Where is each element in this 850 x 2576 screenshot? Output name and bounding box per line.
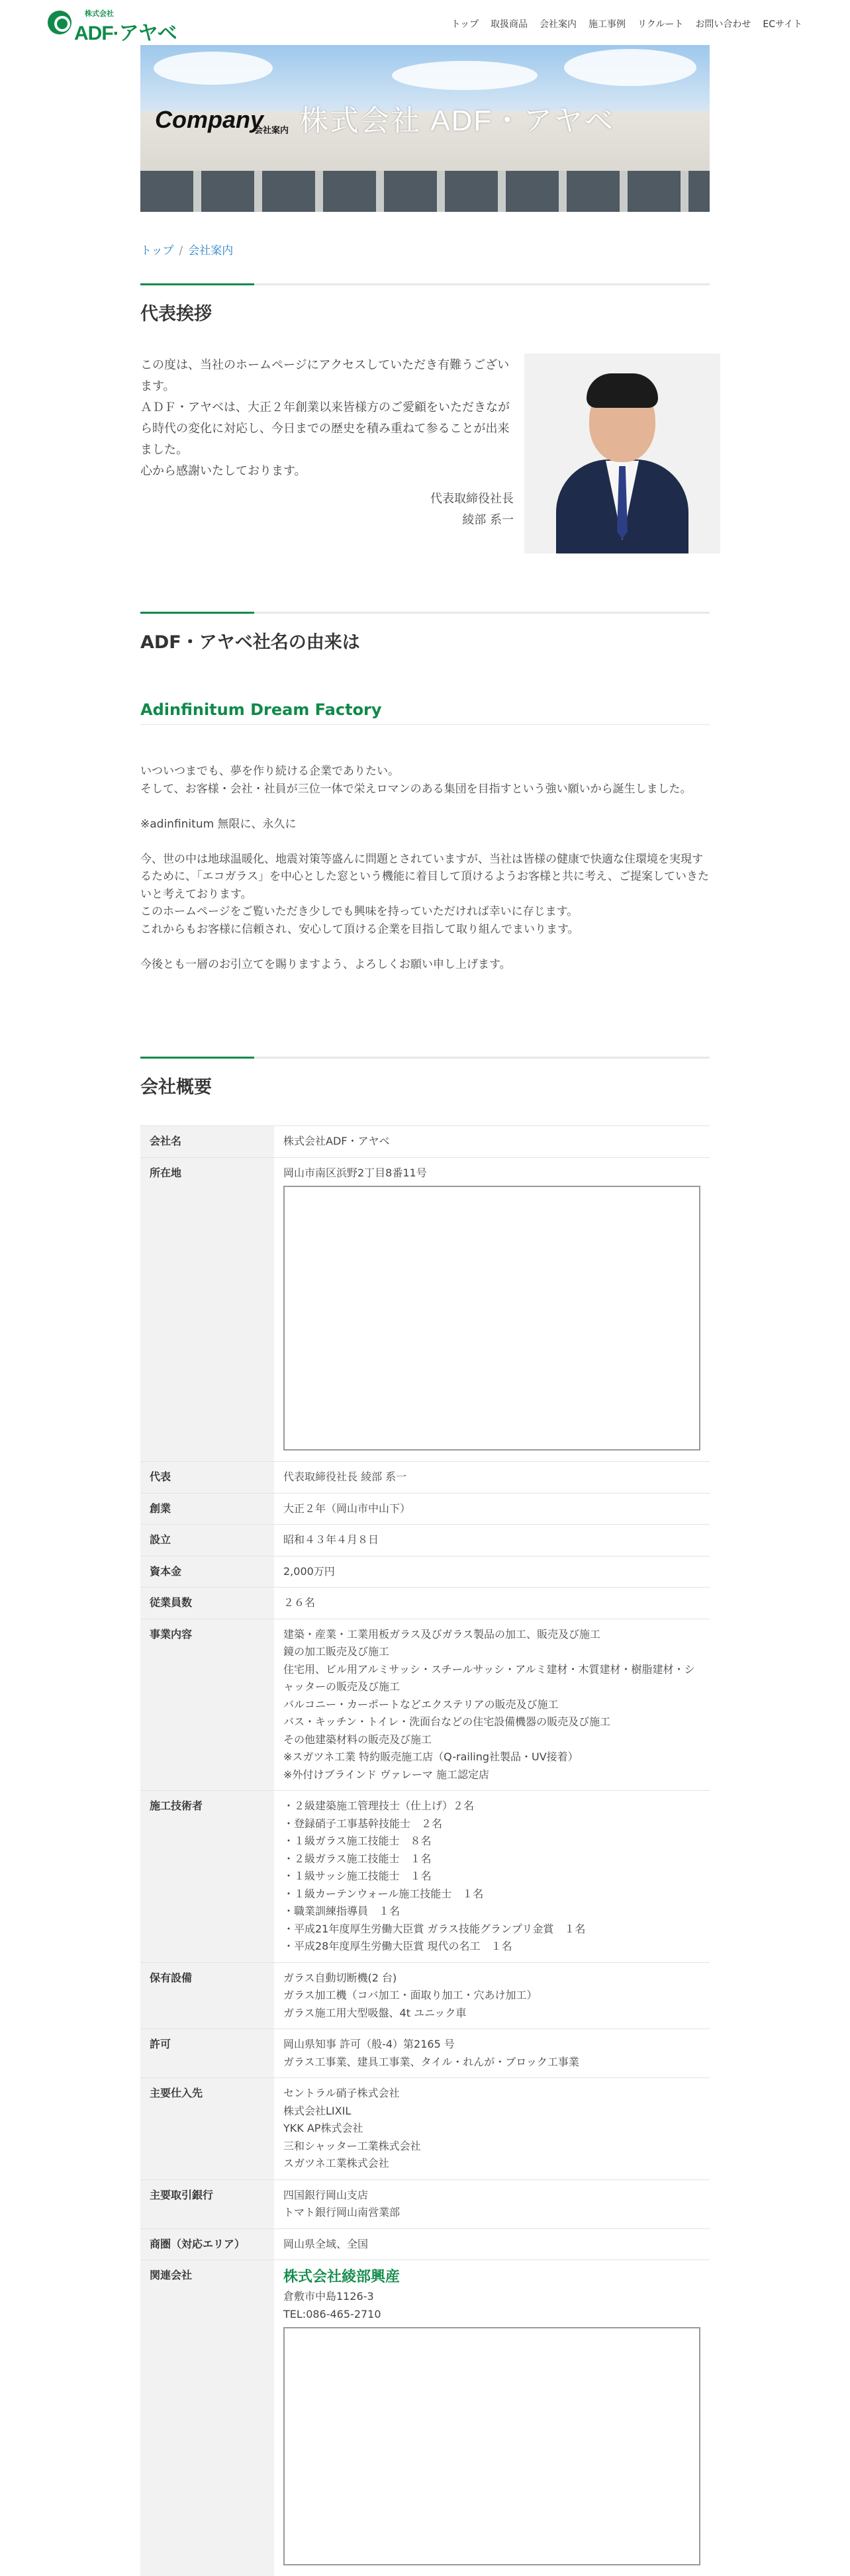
greeting-line: 心から感謝いたしております。 (140, 461, 511, 482)
row-value-line: その他建築材料の販売及び施工 (283, 1731, 700, 1749)
row-value-line: 四国銀行岡山支店 (283, 2187, 700, 2205)
row-value-line: ・２級建築施工管理技士（仕上げ）２名 (283, 1797, 700, 1815)
site-header (0, 0, 850, 45)
breadcrumb-current: 会社案内 (188, 244, 233, 258)
table-row (140, 1493, 710, 1525)
row-label: 創業 (140, 1493, 274, 1525)
nav-works[interactable]: 施工事例 (589, 17, 626, 30)
row-value-line: TEL:086-465-2710 (283, 2306, 700, 2324)
row-value-line: ガラス自動切断機(2 台) (283, 1970, 700, 1987)
row-value-line: 鏡の加工販売及び施工 (283, 1643, 700, 1661)
row-label: 設立 (140, 1525, 274, 1556)
row-label: 施工技術者 (140, 1791, 274, 1963)
row-value-line: トマト銀行岡山南営業部 (283, 2204, 700, 2222)
row-value-line: スガツネ工業株式会社 (283, 2155, 700, 2173)
row-value-line: バス・キッチン・トイレ・洗面台などの住宅設備機器の販売及び施工 (283, 1713, 700, 1731)
row-value-line: 株式会社ADF・アヤベ (283, 1133, 700, 1151)
section-divider (140, 283, 710, 285)
row-value-line: YKK AP株式会社 (283, 2120, 700, 2138)
row-label: 会社名 (140, 1126, 274, 1158)
section-divider (140, 612, 710, 614)
company-profile-table (140, 1125, 710, 2576)
origin-body (140, 763, 710, 973)
row-label: 保有設備 (140, 1962, 274, 2029)
row-value-line: 大正２年（岡山市中山下） (283, 1500, 700, 1518)
table-row (140, 2078, 710, 2180)
row-label: 商圏（対応エリア） (140, 2228, 274, 2260)
table-row (140, 2228, 710, 2260)
hero-title: Company (155, 106, 263, 134)
row-value-line: ※外付けブラインド ヴァレーマ 施工認定店 (283, 1766, 700, 1784)
row-value (274, 1525, 710, 1556)
row-value (274, 2228, 710, 2260)
table-row (140, 1556, 710, 1588)
site-logo[interactable] (48, 8, 187, 37)
row-label: 資本金 (140, 1556, 274, 1588)
overview-title: 会社概要 (140, 1073, 212, 1098)
row-value-line: 建築・産業・工業用板ガラス及びガラス製品の加工、販売及び施工 (283, 1626, 700, 1644)
hero-cloud (154, 52, 273, 85)
logo-text: ADF·アヤベ (74, 17, 177, 46)
table-row (140, 1962, 710, 2029)
row-value-line: 昭和４３年４月８日 (283, 1531, 700, 1549)
row-value (274, 1126, 710, 1158)
row-label: 代表 (140, 1462, 274, 1494)
hero-building-windows (140, 171, 710, 212)
table-row (140, 2029, 710, 2078)
table-row (140, 1126, 710, 1158)
nav-top[interactable]: トップ (451, 17, 479, 30)
row-value-line: 住宅用、ビル用アルミサッシ・スチールサッシ・アルミ建材・木質建材・樹脂建材・シャッターの販売及び施工 (283, 1661, 700, 1696)
table-row (140, 1791, 710, 1963)
row-value-line: バルコニー・カーポートなどエクステリアの販売及び施工 (283, 1696, 700, 1714)
row-value-line: 岡山市南区浜野2丁目8番11号 (283, 1165, 700, 1182)
row-label: 主要仕入先 (140, 2078, 274, 2180)
row-value-line: 代表取締役社長 綾部 系一 (283, 1468, 700, 1486)
row-value (274, 1157, 710, 1462)
row-value (274, 1493, 710, 1525)
breadcrumb-separator: / (179, 244, 183, 258)
row-value-line: ・１級カーテンウォール施工技能士 １名 (283, 1885, 700, 1903)
row-value-line: 岡山県知事 許可（般-4）第2165 号 (283, 2036, 700, 2054)
greeting-title: 代表挨拶 (140, 299, 212, 325)
origin-paragraph: 今、世の中は地球温暖化、地震対策等盛んに問題とされていますが、当社は皆様の健康で快適な住環境を実現するために、「エコガラス」を中心とした窓という機能に着目して頂けるようお客様と共に考え、ご提案していきたいと考えております。 (140, 851, 710, 904)
row-value-line: ・２級ガラス施工技能士 １名 (283, 1850, 700, 1868)
breadcrumb (140, 241, 233, 258)
global-nav (451, 17, 802, 30)
logo-mark-icon (48, 11, 71, 34)
table-row (140, 1157, 710, 1462)
hero-building-sign: 株式会社 ADF・アヤベ (299, 97, 614, 139)
table-row (140, 2260, 710, 2576)
row-value (274, 1619, 710, 1791)
row-value-line: ２６名 (283, 1594, 700, 1612)
nav-recruit[interactable]: リクルート (638, 17, 683, 30)
row-value-line: 株式会社LIXIL (283, 2103, 700, 2121)
greeting-signature (140, 489, 514, 531)
location-map[interactable] (283, 1186, 700, 1451)
nav-ec-site[interactable]: ECサイト (763, 17, 802, 30)
row-value (274, 2078, 710, 2180)
breadcrumb-home-link[interactable]: トップ (140, 244, 174, 258)
row-value-line: セントラル硝子株式会社 (283, 2085, 700, 2103)
greeting-text (140, 355, 511, 482)
hero-cloud (392, 61, 538, 90)
row-value (274, 1791, 710, 1963)
row-value (274, 1962, 710, 2029)
row-value (274, 2260, 710, 2576)
origin-paragraph: これからもお客様に信頼され、安心して頂ける企業を目指して取り組んでまいります。 (140, 921, 710, 939)
row-value-line: 三和シャッター工業株式会社 (283, 2138, 700, 2156)
row-label: 関連会社 (140, 2260, 274, 2576)
greeting-line: この度は、当社のホームページにアクセスしていただき有難うございます。 (140, 355, 511, 397)
row-value-line: ガラス工事業、建具工事業、タイル・れんが・ブロック工事業 (283, 2054, 700, 2072)
row-value-line: ・１級ガラス施工技能士 ８名 (283, 1833, 700, 1850)
origin-paragraph: いついつまでも、夢を作り続ける企業でありたい。 (140, 763, 710, 781)
row-value-line: ガラス施工用大型吸盤、4t ユニック車 (283, 2005, 700, 2023)
row-value-line: ・平成21年度厚生労働大臣賞 ガラス技能グランプリ金賞 １名 (283, 1921, 700, 1938)
row-value (274, 2179, 710, 2228)
row-value (274, 2029, 710, 2078)
row-value (274, 1556, 710, 1588)
hero-banner (140, 45, 710, 212)
origin-subtitle-underline (140, 724, 710, 725)
origin-title: ADF・アヤベ社名の由来は (140, 628, 360, 653)
related-company-map[interactable] (283, 2327, 700, 2565)
related-company-name[interactable]: 株式会社綾部興産 (283, 2267, 700, 2288)
signature-name: 綾部 系一 (140, 510, 514, 531)
row-value-line: 2,000万円 (283, 1563, 700, 1581)
row-label: 所在地 (140, 1157, 274, 1462)
row-value-line: ・１級サッシ施工技能士 １名 (283, 1868, 700, 1885)
row-value (274, 1462, 710, 1494)
signature-role: 代表取締役社長 (140, 489, 514, 510)
president-photo (524, 354, 720, 553)
row-value-line: 岡山県全域、全国 (283, 2236, 700, 2254)
table-row (140, 1525, 710, 1556)
greeting-line: ＡＤＦ・アヤベは、大正２年創業以来皆様方のご愛顧をいただきながら時代の変化に対応し、今日までの歴史を積み重ねて参ることが出来ました。 (140, 397, 511, 461)
photo-hair (587, 373, 658, 408)
logo-small-text: 株式会社 (85, 8, 114, 19)
row-label: 主要取引銀行 (140, 2179, 274, 2228)
table-row (140, 1462, 710, 1494)
nav-products[interactable]: 取扱商品 (491, 17, 528, 30)
row-value-line: 倉敷市中島1126-3 (283, 2288, 700, 2306)
row-label: 事業内容 (140, 1619, 274, 1791)
row-value-line: ガラス加工機（コバ加工・面取り加工・穴あけ加工） (283, 1987, 700, 2005)
row-value-line: ・職業訓練指導員 １名 (283, 1903, 700, 1921)
origin-subtitle: Adinfinitum Dream Factory (140, 700, 382, 719)
nav-company[interactable]: 会社案内 (540, 17, 577, 30)
row-label: 従業員数 (140, 1588, 274, 1619)
origin-paragraph: このホームページをご覧いただき少しでも興味を持っていただければ幸いに存じます。 (140, 903, 710, 921)
table-row (140, 2179, 710, 2228)
origin-paragraph: そして、お客様・会社・社員が三位一体で栄えロマンのある集団を目指すという強い願いから誕生しました。 (140, 781, 710, 798)
row-value-line: ・登録硝子工事基幹技能士 ２名 (283, 1815, 700, 1833)
table-row (140, 1588, 710, 1619)
row-value-line: ※スガツネ工業 特約販売施工店（Q-railing社製品・UV接着） (283, 1748, 700, 1766)
table-row (140, 1619, 710, 1791)
hero-cloud (564, 49, 696, 86)
hero-subtitle: 会社案内 (254, 123, 289, 136)
section-divider (140, 1057, 710, 1059)
row-value-line: ・平成28年度厚生労働大臣賞 現代の名工 １名 (283, 1938, 700, 1956)
origin-note: ※adinfinitum 無限に、永久に (140, 816, 710, 834)
row-label: 許可 (140, 2029, 274, 2078)
nav-contact[interactable]: お問い合わせ (695, 17, 751, 30)
origin-closing: 今後とも一層のお引立てを賜りますよう、よろしくお願い申し上げます。 (140, 956, 710, 974)
row-value (274, 1588, 710, 1619)
